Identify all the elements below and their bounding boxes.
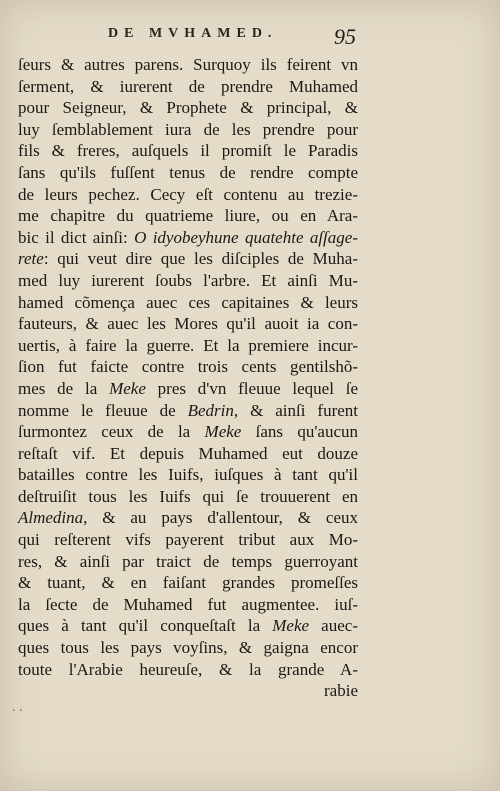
text-line <box>18 335 358 357</box>
text-line <box>18 140 358 162</box>
italic-phrase: Bedrin <box>187 400 234 420</box>
text-run: de leurs pechez. Cecy eſt contenu au trezie- <box>18 184 358 204</box>
text-run: fauteurs, & auec les Mores qu'il auoit ia con- <box>18 314 358 334</box>
text-line <box>18 313 358 335</box>
text-line <box>18 507 358 529</box>
italic-phrase: O idyobeyhune quatehte aſſage- <box>134 227 358 247</box>
text-line <box>18 486 358 508</box>
text-run: res, & ainſi par traict de temps guerroyant <box>18 551 358 571</box>
text-run: uertis, à faire la guerre. Et la premiere incur- <box>18 335 358 355</box>
text-line <box>18 443 358 465</box>
text-line <box>18 572 358 594</box>
text-run: deſtruiſit tous les Iuifs qui ſe trouuerent en <box>18 486 358 506</box>
text-run: ſans qu'aucun <box>241 422 359 442</box>
text-run: ſans qu'ils fuſſent tenus de rendre compte <box>18 162 358 182</box>
text-line <box>18 551 358 573</box>
italic-phrase: Meke <box>204 422 242 442</box>
text-line <box>18 184 358 206</box>
text-run: auec- <box>309 616 358 636</box>
text-line <box>18 119 358 141</box>
text-line <box>18 680 358 702</box>
text-run: ſion fut faicte contre trois cents gentilshõ- <box>18 357 358 377</box>
text-line <box>18 615 358 637</box>
italic-phrase: Meke <box>109 378 146 398</box>
text-line <box>18 270 358 292</box>
text-run: nomme le fleuue de <box>18 400 188 420</box>
text-run: toute l'Arabie heureuſe, & la grande A- <box>18 659 358 679</box>
text-run: fils & freres, auſquels il promiſt le Paradis <box>18 141 358 161</box>
text-run: reſtaſt vif. Et depuis Muhamed eut douze <box>18 443 358 463</box>
text-run: hamed cõmença auec ces capitaines & leurs <box>18 292 358 312</box>
text-run: bic il dict ainſi: <box>18 227 135 247</box>
text-run: batailles contre les Iuifs, iuſques à tant qu'il <box>18 465 358 485</box>
italic-phrase: Meke <box>272 616 310 636</box>
text-run: pour Seigneur, & Prophete & principal, & <box>18 98 358 118</box>
text-run: & tuant, & en faiſant grandes promeſſes <box>18 573 358 593</box>
text-run: ques tous les pays voyſins, & gaigna encor <box>18 638 358 658</box>
text-run: ſeurs & autres parens. Surquoy ils feirent vn <box>18 55 358 74</box>
text-run: ſerment, & iurerent de prendre Muhamed <box>18 76 358 96</box>
margin-mark: . . <box>12 700 23 715</box>
running-title: DE MVHAMED. <box>108 26 278 41</box>
text-line <box>18 637 358 659</box>
text-run: luy ſemblablement iura de les prendre pour <box>18 119 358 139</box>
text-run: ques à tant qu'il conqueſtaſt la <box>18 616 273 636</box>
text-line <box>18 54 358 76</box>
text-run: : qui veut dire que les diſciples de Muha- <box>43 249 358 269</box>
text-run: qui reſterent vifs payerent tribut aux Mo- <box>18 530 358 550</box>
body-text <box>18 54 358 702</box>
text-line <box>18 659 358 681</box>
text-line <box>18 248 358 270</box>
text-line <box>18 162 358 184</box>
text-run: med luy iurerent ſoubs l'arbre. Et ainſi Mu- <box>18 270 358 290</box>
text-run: mes de la <box>18 378 110 398</box>
text-run: pres d'vn fleuue lequel ſe <box>145 378 359 398</box>
text-line <box>18 378 358 400</box>
text-run: ſurmontez ceux de la <box>18 422 205 442</box>
text-line <box>18 400 358 422</box>
text-run: , & ainſi furent <box>233 400 359 420</box>
text-run: la ſecte de Muhamed fut augmentee. iuſ- <box>18 594 358 614</box>
text-line <box>18 529 358 551</box>
text-line <box>18 205 358 227</box>
text-run: me chapitre du quatrieme liure, ou en Ara- <box>18 206 358 226</box>
text-line <box>18 76 358 98</box>
text-line <box>18 227 358 249</box>
text-run: rabie <box>324 681 358 701</box>
italic-phrase: Almedina <box>18 508 84 528</box>
page-number: 95 <box>334 24 356 49</box>
text-run: , & au pays d'allentour, & ceux <box>83 508 358 528</box>
text-line <box>18 594 358 616</box>
text-line <box>18 292 358 314</box>
italic-phrase: rete <box>18 249 44 269</box>
text-line <box>18 421 358 443</box>
text-line <box>18 464 358 486</box>
text-line <box>18 97 358 119</box>
text-line <box>18 356 358 378</box>
